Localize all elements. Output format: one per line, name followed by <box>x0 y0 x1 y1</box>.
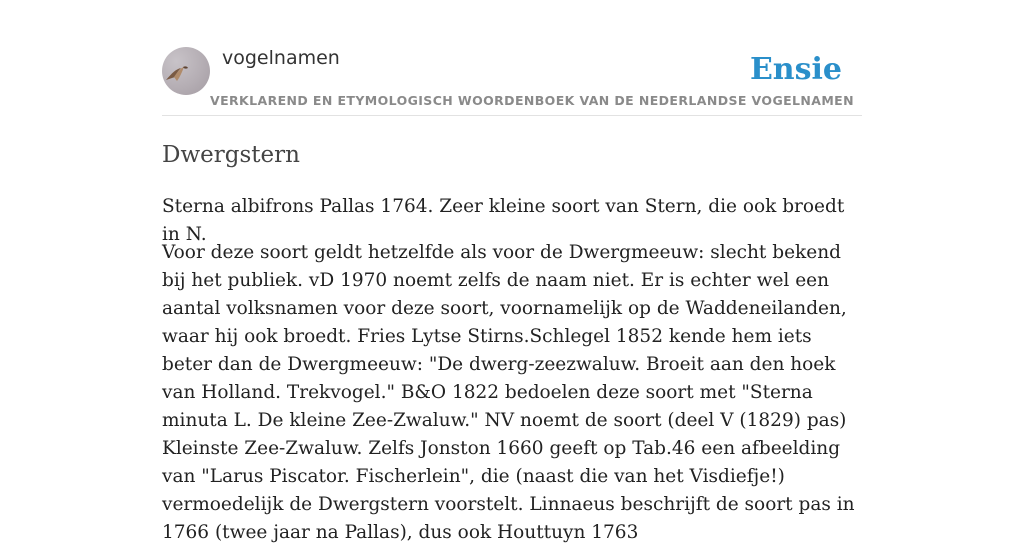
brand-logo[interactable]: Ensie <box>749 52 842 87</box>
header-divider <box>162 115 862 116</box>
avatar[interactable] <box>162 47 210 95</box>
article-paragraph: Voor deze soort geldt hetzelfde als voor de Dwergmeeuw: slecht bekend bij het publiek. vD 1970 noemt zelfs de naam niet. Er is echter wel een aantal volksnamen voor deze soort, voornamelijk op de Waddeneilanden, waar hij ook broedt. Fries Lytse Stirns.Schlegel 1852 kende hem iets beter dan de Dwergmeeuw: "De dwerg-zeezwaluw. Broeit aan den hoek van Holland. Trekvogel." B&O 1822 bedoelen deze soort met "Sterna minuta L. De kleine Zee-Zwaluw." NV noemt de soort (deel V (1829) pas) Kleinste Zee-Zwaluw. Zelfs Jonston 1660 geeft op Tab.46 een afbeelding van "Larus Piscator. Fischerlein", die (naast die van het Visdiefje!) vermoedelijk de Dwergstern voorstelt. Linnaeus beschrijft de soort pas in 1766 (twee jaar na Pallas), dus ook Houttuyn 1763 <box>162 242 855 543</box>
site-name[interactable]: vogelnamen <box>222 47 340 69</box>
site-header <box>162 46 862 116</box>
article-paragraph: Sterna albifrons Pallas 1764. Zeer kleine soort van Stern, die ook broedt in N. <box>162 196 845 245</box>
site-subtitle: VERKLAREND EN ETYMOLOGISCH WOORDENBOEK VAN DE NEDERLANDSE VOGELNAMEN <box>210 93 854 108</box>
page-title: Dwergstern <box>162 142 300 168</box>
bird-icon <box>162 47 210 95</box>
